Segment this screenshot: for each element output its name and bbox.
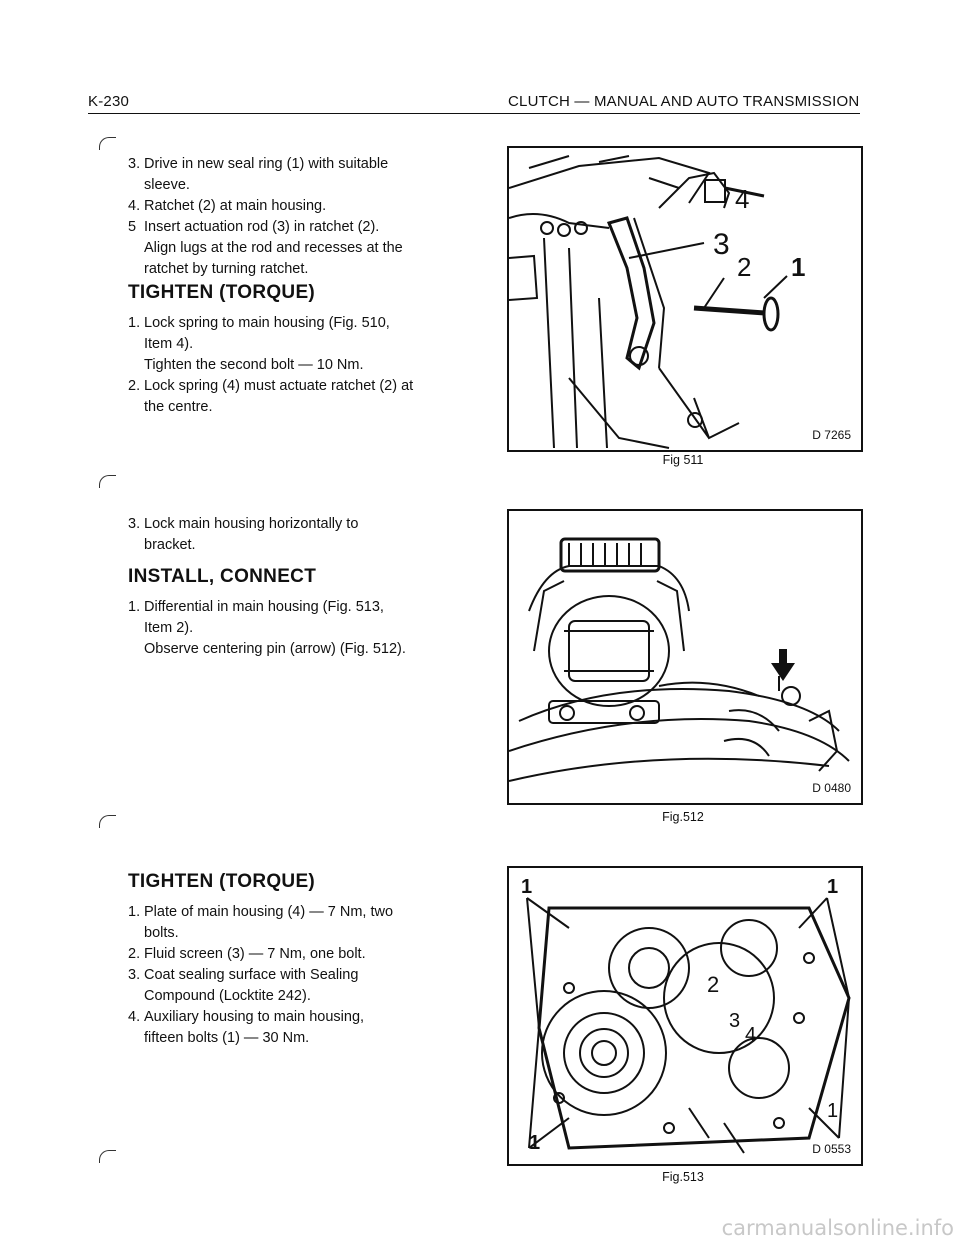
- list-item: 4. Ratchet (2) at main housing.: [128, 198, 327, 214]
- list-item: 3. Coat sealing surface with Sealing Compound (Locktite 242).: [128, 967, 359, 1004]
- callout-4: 4: [745, 1024, 757, 1046]
- watermark: carmanualsonline.info: [721, 1216, 954, 1240]
- figure-code: D 7265: [812, 428, 851, 442]
- callout-1: 1: [791, 252, 806, 282]
- steps-lock-housing: [128, 514, 468, 556]
- list-item: 1. Differential in main housing (Fig. 513, Item 2). Observe centering pin (arrow) (Fig. 512).: [128, 599, 406, 657]
- list-item: 5 Insert actuation rod (3) in ratchet (2). Align lugs at the rod and recesses at the ratchet by turning ratchet.: [128, 219, 403, 277]
- figure-513: [507, 866, 863, 1166]
- figure-code: D 0480: [812, 781, 851, 795]
- section-heading: INSTALL, CONNECT: [128, 566, 317, 587]
- section-heading: TIGHTEN (TORQUE): [128, 282, 316, 303]
- list-item: 2. Fluid screen (3) — 7 Nm, one bolt.: [128, 946, 366, 962]
- figure-caption: Fig.513: [662, 1170, 704, 1184]
- figure-caption: Fig.512: [662, 810, 704, 824]
- ratchet-lock-spring-diagram: [509, 148, 861, 450]
- margin-mark: [99, 137, 116, 150]
- margin-mark: [99, 815, 116, 828]
- callout-1: 1: [827, 876, 839, 898]
- callout-4: 4: [735, 184, 750, 214]
- callout-1: 1: [529, 1132, 541, 1154]
- callout-3: 3: [729, 1010, 741, 1032]
- margin-mark: [99, 475, 116, 488]
- list-item: 1. Plate of main housing (4) — 7 Nm, two bolts.: [128, 904, 394, 941]
- figure-code: D 0553: [812, 1142, 851, 1156]
- tighten-torque-section-2: [128, 871, 468, 1049]
- callout-2: 2: [737, 252, 752, 282]
- figure-caption: Fig 511: [662, 453, 704, 467]
- callout-1: 1: [521, 876, 533, 898]
- section-title: CLUTCH — MANUAL AND AUTO TRANSMISSION: [508, 93, 860, 110]
- steps-seal-ratchet: [128, 154, 468, 280]
- list-item: 3. Drive in new seal ring (1) with suitable sleeve.: [128, 156, 389, 193]
- list-item: 1. Lock spring to main housing (Fig. 510, Item 4). Tighten the second bolt — 10 Nm.: [128, 315, 390, 373]
- housing-bolt-pattern-diagram: [509, 868, 861, 1164]
- list-item: 2. Lock spring (4) must actuate ratchet (2) at the centre.: [128, 378, 414, 415]
- page-code: K-230: [88, 93, 130, 110]
- figure-512: [507, 509, 863, 805]
- figure-511: [507, 146, 863, 452]
- callout-2: 2: [707, 972, 720, 997]
- list-item: 4. Auxiliary housing to main housing, fifteen bolts (1) — 30 Nm.: [128, 1009, 365, 1046]
- callout-1: 1: [827, 1100, 839, 1122]
- margin-mark: [99, 1150, 116, 1163]
- install-connect-section: [128, 566, 468, 660]
- arrow-down-icon: [771, 649, 795, 683]
- tighten-torque-section-1: [128, 282, 468, 418]
- callout-3: 3: [713, 228, 730, 261]
- differential-diagram: [509, 511, 861, 803]
- section-heading: TIGHTEN (TORQUE): [128, 871, 316, 892]
- header-rule: [88, 113, 860, 114]
- list-item: 3. Lock main housing horizontally to bracket.: [128, 516, 359, 553]
